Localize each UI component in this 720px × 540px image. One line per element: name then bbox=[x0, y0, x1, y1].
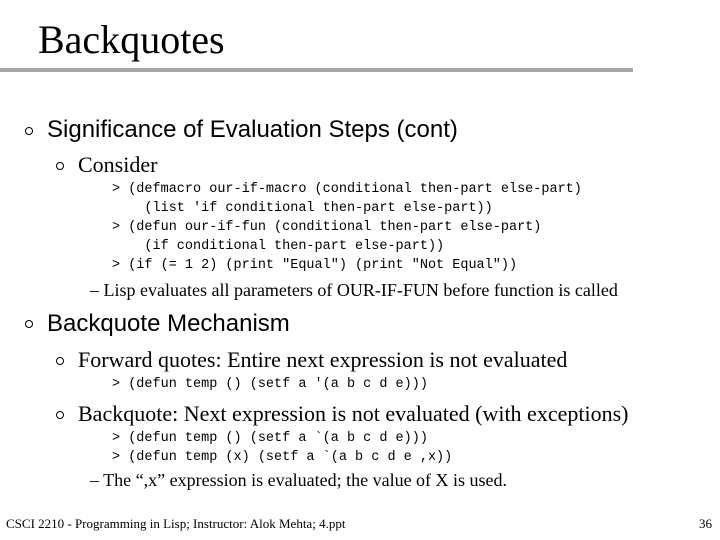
section-heading-evaluation-steps: Significance of Evaluation Steps (cont) bbox=[47, 116, 458, 143]
code-line: > (defun temp (x) (setf a `(a b c d e ,x)) bbox=[112, 450, 453, 465]
bullet-icon bbox=[56, 411, 64, 419]
bullet-icon bbox=[25, 320, 33, 328]
slide-footer: CSCI 2210 - Programming in Lisp; Instructor: Alok Mehta; 4.ppt bbox=[6, 516, 346, 531]
bullet-icon bbox=[56, 162, 64, 170]
bullet-icon bbox=[25, 127, 33, 135]
sub-item-consider: Consider bbox=[78, 152, 158, 177]
code-line: (list 'if conditional then-part else-part)) bbox=[112, 201, 493, 216]
note-lisp-evaluates: – Lisp evaluates all parameters of OUR-IF-FUN before function is called bbox=[90, 280, 618, 300]
sub-item-forward-quotes: Forward quotes: Entire next expression is not evaluated bbox=[78, 347, 568, 372]
code-line: > (defun temp () (setf a `(a b c d e))) bbox=[112, 431, 428, 446]
section-heading-backquote-mechanism: Backquote Mechanism bbox=[47, 310, 290, 337]
code-line: > (defun temp () (setf a '(a b c d e))) bbox=[112, 377, 428, 392]
code-line: > (defmacro our-if-macro (conditional then-part else-part) bbox=[112, 182, 582, 197]
code-line: > (if (= 1 2) (print "Equal") (print "Not Equal")) bbox=[112, 258, 518, 273]
slide-title: Backquotes bbox=[38, 17, 225, 62]
page-number: 36 bbox=[699, 516, 712, 531]
bullet-icon bbox=[56, 357, 64, 365]
code-line: > (defun our-if-fun (conditional then-part else-part) bbox=[112, 220, 542, 235]
code-line: (if conditional then-part else-part)) bbox=[112, 239, 445, 254]
sub-item-backquote: Backquote: Next expression is not evaluated (with exceptions) bbox=[78, 401, 629, 426]
note-x-evaluated: – The “,x” expression is evaluated; the value of X is used. bbox=[90, 470, 508, 490]
title-underline bbox=[0, 68, 633, 72]
